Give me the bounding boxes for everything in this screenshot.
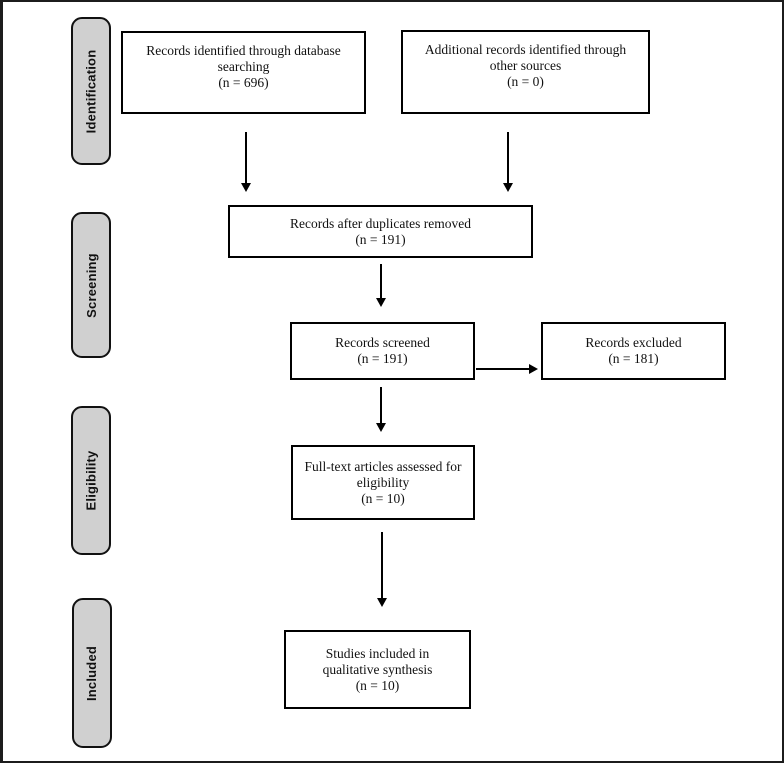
box-duplicates-removed [228,205,533,258]
box-text-line: Records after duplicates removed [289,215,472,231]
stage-included [72,598,112,748]
box-fulltext-assessed [291,445,475,520]
stage-screening [71,212,111,358]
arrow-down-icon [502,132,514,192]
arrow-down-icon [375,387,387,432]
stage-included-label: Included [84,645,100,701]
box-text-line: Full-text articles assessed for [304,458,462,474]
arrow-shaft [245,132,247,183]
arrow-right-icon [476,363,538,375]
arrow-down-icon [375,264,387,307]
arrow-down-icon [240,132,252,192]
box-records-screened [290,322,475,380]
box-count: (n = 181) [608,351,659,366]
box-count: (n = 0) [507,74,544,89]
arrowhead-right-icon [529,364,538,374]
arrow-shaft [381,532,383,598]
arrow-shaft [476,368,529,370]
box-count: (n = 191) [355,231,406,247]
box-count: (n = 10) [355,677,400,693]
box-additional-records [401,30,650,114]
stage-eligibility-label: Eligibility [83,450,99,511]
stage-identification [71,17,111,165]
box-studies-included [284,630,471,709]
stage-screening-label: Screening [83,252,99,318]
box-text-line: Additional records identified through [424,42,627,57]
arrow-shaft [507,132,509,183]
box-text-line: qualitative synthesis [322,661,433,677]
box-text-line: Records identified through database [146,43,341,58]
arrowhead-down-icon [377,598,387,607]
box-text-line: Records screened [335,335,430,350]
stage-eligibility [71,406,111,555]
stage-identification-label: Identification [83,49,99,133]
arrowhead-down-icon [376,423,386,432]
arrow-shaft [380,387,382,423]
box-count: (n = 10) [361,490,405,506]
arrow-down-icon [376,532,388,607]
arrow-shaft [380,264,382,298]
box-text-line: other sources [489,58,562,73]
box-text-line: searching [217,59,270,74]
arrowhead-down-icon [376,298,386,307]
box-text-line: Records excluded [585,335,682,350]
box-records-identified [121,31,366,114]
box-text-line: Studies included in [325,645,430,661]
box-text-line: eligibility [356,474,410,490]
box-count: (n = 696) [218,75,269,90]
arrowhead-down-icon [241,183,251,192]
box-count: (n = 191) [357,351,408,366]
box-records-excluded [541,322,726,380]
arrowhead-down-icon [503,183,513,192]
